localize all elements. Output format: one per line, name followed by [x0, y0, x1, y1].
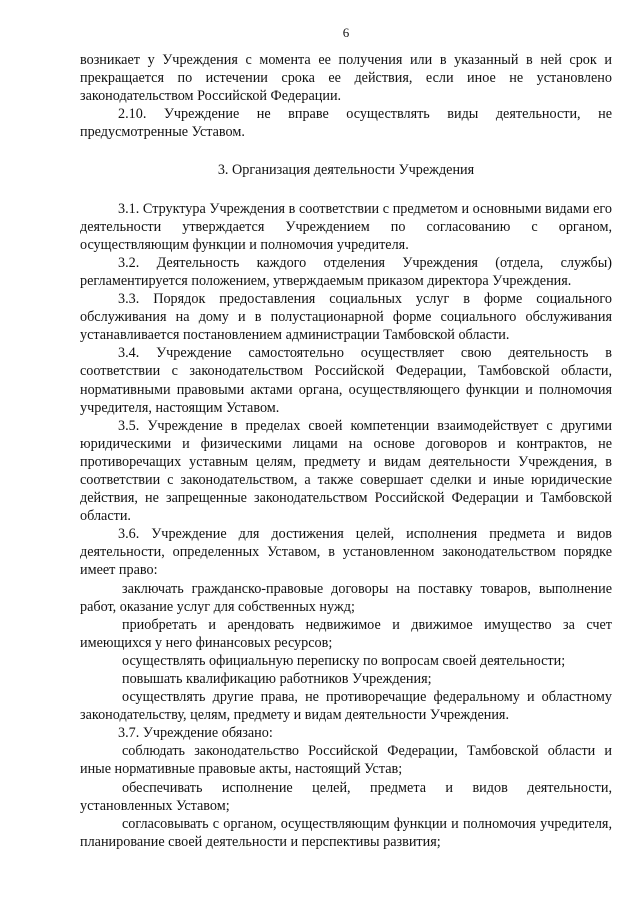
paragraph-3-1: 3.1. Структура Учреждения в соответствии с предметом и основными видами его деятельности утверждается Учреждением по согласованию с органом, осуществляющим функции и полномочия учредителя. — [80, 200, 612, 253]
paragraph-3-6: 3.6. Учреждение для достижения целей, исполнения предмета и видов деятельности, определенных Уставом, в установленном законодательством порядке имеет право: — [80, 526, 612, 579]
page-number: 6 — [342, 25, 350, 40]
list-item-duty-3: согласовывать с органом, осуществляющим функции и полномочия учредителя, планирование своей деятельности и перспективы развития; — [80, 815, 612, 850]
paragraph-3-7: 3.7. Учреждение обязано: — [118, 725, 273, 742]
paragraph-3-2: 3.2. Деятельность каждого отделения Учреждения (отдела, службы) регламентируется положением, утверждаемым приказом директора Учреждения. — [80, 254, 612, 289]
list-item-duty-1: соблюдать законодательство Российской Федерации, Тамбовской области и иные нормативные правовые акты, настоящий Устав; — [80, 743, 612, 778]
list-item-right-3: осуществлять официальную переписку по вопросам своей деятельности; — [122, 652, 566, 669]
list-item-duty-2: обеспечивать исполнение целей, предмета и видов деятельности, установленных Уставом; — [80, 779, 612, 814]
section-heading: 3. Организация деятельности Учреждения — [217, 162, 475, 179]
paragraph-3-4: 3.4. Учреждение самостоятельно осуществляет свою деятельность в соответствии с законодательством Российской Федерации, Тамбовской области, нормативными правовыми актами органа, осуществляющего функции и полномочия учредителя, настоящим Уставом. — [80, 345, 612, 416]
paragraph-3-3: 3.3. Порядок предоставления социальных услуг в форме социального обслуживания на дому и в полустационарной форме социального обслуживания устанавливается постановлением администрации Тамбовской области. — [80, 291, 612, 344]
list-item-right-4: повышать квалификацию работников Учреждения; — [122, 671, 432, 687]
paragraph-continuation: возникает у Учреждения с момента ее получения или в указанный в ней срок и прекращается по истечении срока ее действия, если иное не установлено законодательством Российской Федерации. — [80, 52, 612, 105]
list-item-right-1: заключать гражданско-правовые договоры на поставку товаров, выполнение работ, оказание услуг для собственных нужд; — [80, 580, 612, 615]
paragraph-3-5: 3.5. Учреждение в пределах своей компетенции взаимодействует с другими юридическими и физическими лицами на основе договоров и контрактов, не противоречащих уставным целям, предмету и видам деятельности Учреждения, в соответствии с законодательством, а также совершает сделки и иные юридические действия, не запрещенные законодательством Российской Федерации и Тамбовской области. — [80, 417, 612, 525]
paragraph-2-10: 2.10. Учреждение не вправе осуществлять виды деятельности, не предусмотренные Уставом. — [80, 106, 612, 141]
list-item-right-5: осуществлять другие права, не противоречащие федеральному и областному законодательству, целям, предмету и видам деятельности Учреждения. — [80, 689, 612, 724]
list-item-right-2: приобретать и арендовать недвижимое и движимое имущество за счет имеющихся у него финансовых ресурсов; — [80, 616, 612, 651]
